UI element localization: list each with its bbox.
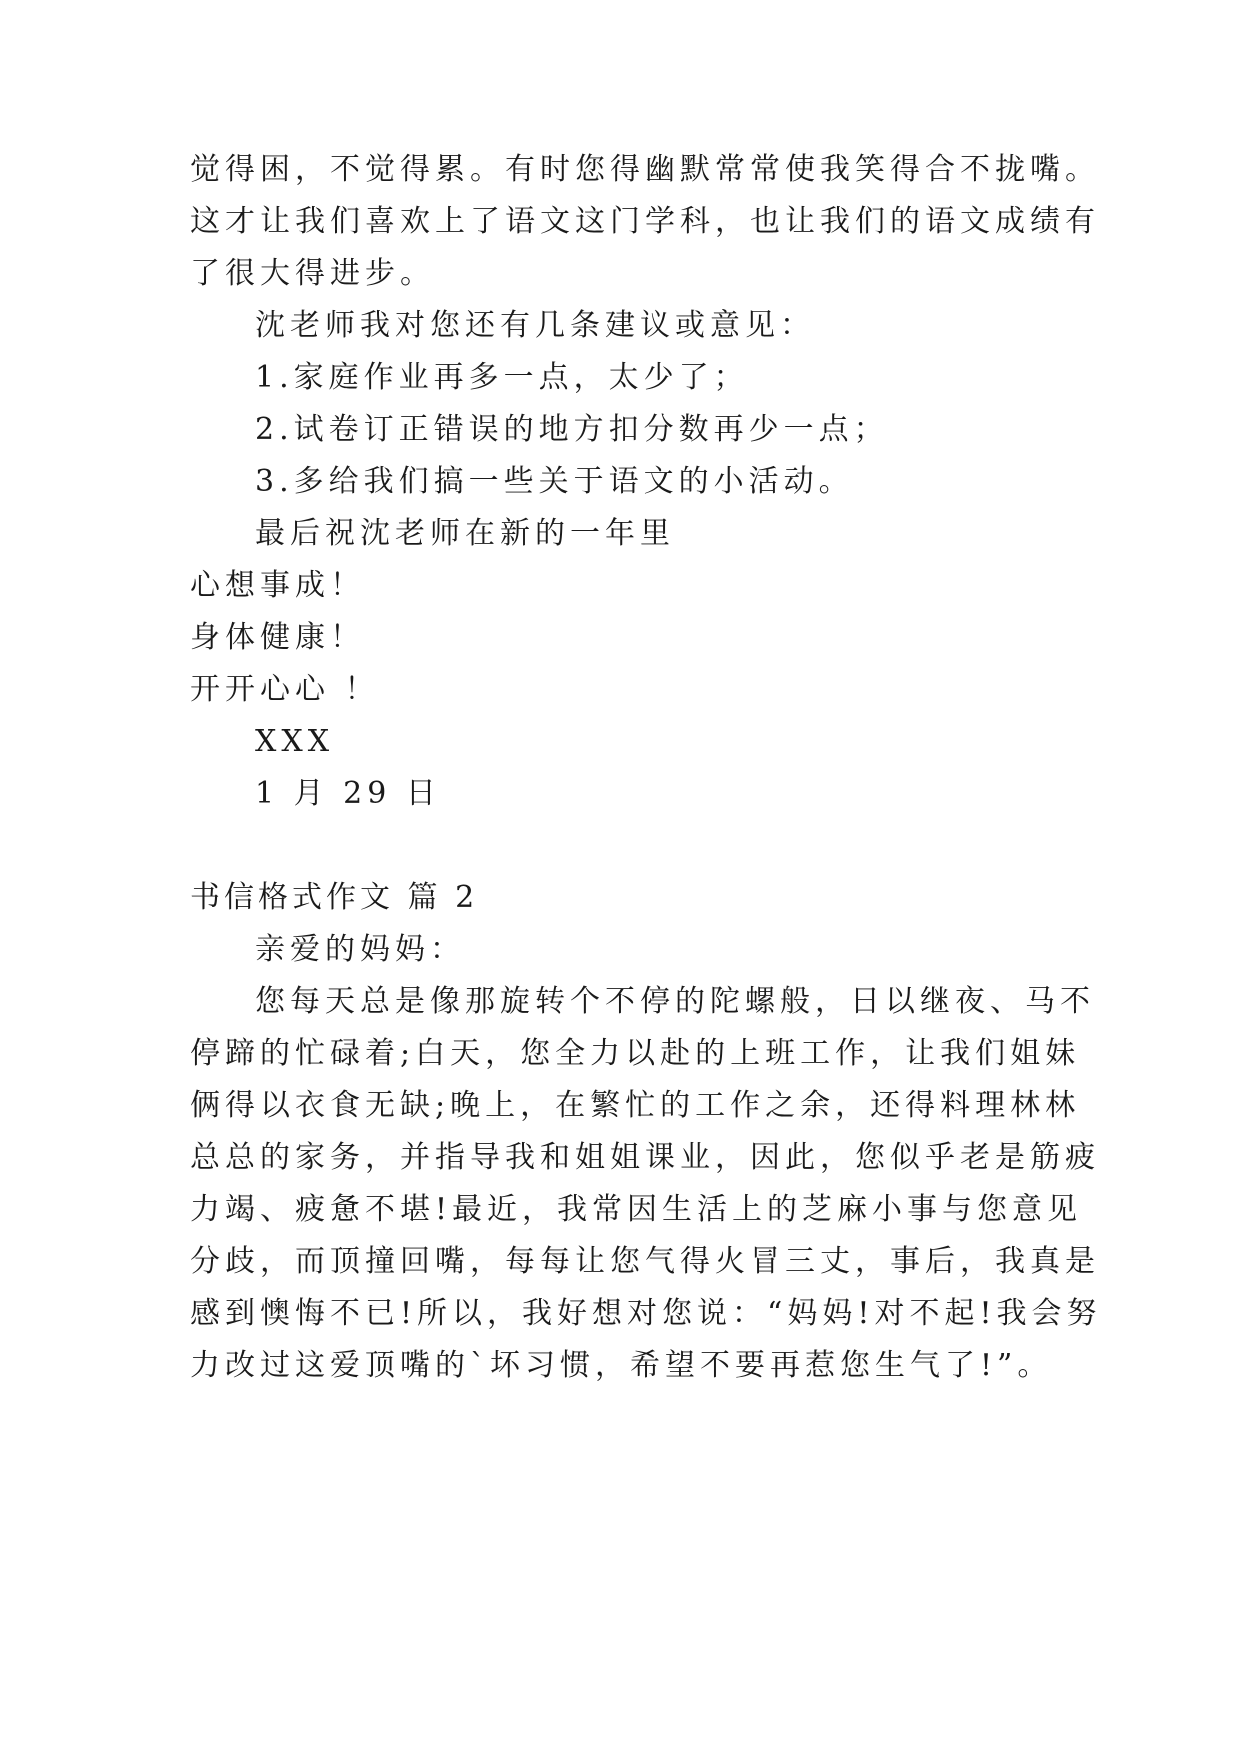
wish-item: 身体健康！ [190,620,365,655]
body-line: 感到懊悔不已!所以，我好想对您说：“妈妈!对不起!我会努 [190,1296,1102,1331]
suggestion-item: 3.多给我们搞一些关于语文的小活动。 [255,464,854,499]
section-title: 书信格式作文 篇 2 [190,880,479,915]
body-line: 分歧，而顶撞回嘴，每每让您气得火冒三丈，事后，我真是 [190,1244,1100,1279]
suggestion-item: 2.试卷订正错误的地方扣分数再少一点； [255,412,889,447]
salutation: 亲爱的妈妈： [255,932,465,967]
body-line: 俩得以衣食无缺;晚上，在繁忙的工作之余，还得料理林林 [190,1088,1081,1123]
body-line: 总总的家务，并指导我和姐姐课业，因此，您似乎老是筋疲 [190,1140,1100,1175]
paragraph-line: 这才让我们喜欢上了语文这门学科，也让我们的语文成绩有 [190,204,1100,239]
body-line: 停蹄的忙碌着;白天，您全力以赴的上班工作，让我们姐妹 [190,1036,1081,1071]
signature: XXX [255,724,335,759]
paragraph-line: 觉得困，不觉得累。有时您得幽默常常使我笑得合不拢嘴。 [190,152,1100,187]
paragraph-line: 了很大得进步。 [190,256,435,291]
suggestions-intro: 沈老师我对您还有几条建议或意见： [255,308,815,343]
letter-date: 1 月 29 日 [255,776,441,811]
body-line: 力改过这爱顶嘴的`坏习惯，希望不要再惹您生气了!”。 [190,1348,1053,1383]
wish-item: 开开心心 ！ [190,672,380,707]
body-line: 您每天总是像那旋转个不停的陀螺般，日以继夜、马不 [255,984,1095,1019]
suggestion-item: 1.家庭作业再多一点，太少了； [255,360,749,395]
wish-intro: 最后祝沈老师在新的一年里 [255,516,675,551]
wish-item: 心想事成！ [190,568,365,603]
body-line: 力竭、疲惫不堪!最近，我常因生活上的芝麻小事与您意见 [190,1192,1083,1227]
